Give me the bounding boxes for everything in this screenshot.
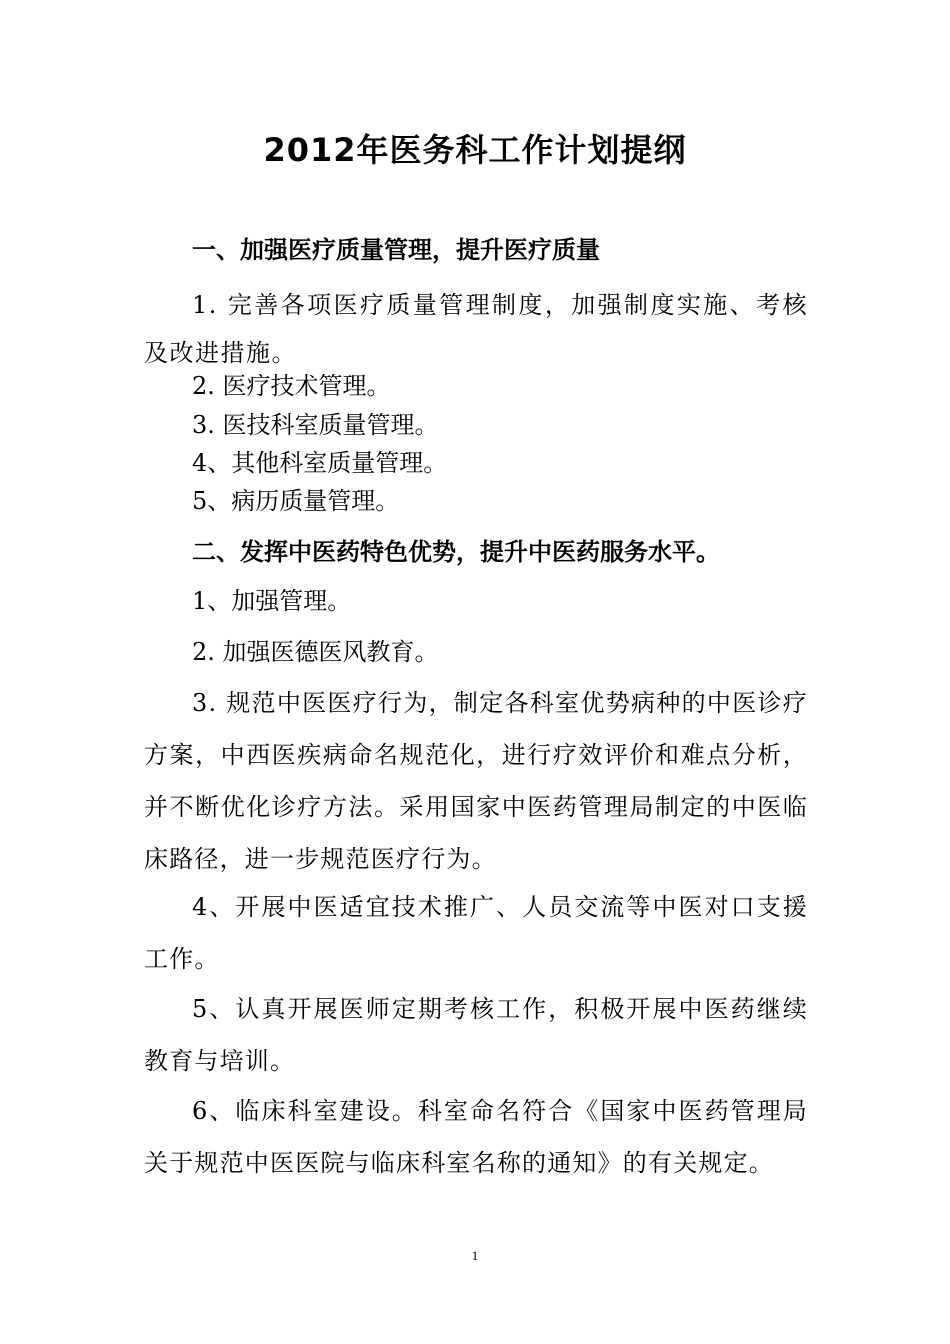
section-2-item-1: 1、加强管理。 — [192, 587, 352, 615]
section-2-heading: 二、发挥中医药特色优势，提升中医药服务水平。 — [192, 538, 720, 566]
section-1-item-3: 3. 医技科室质量管理。 — [192, 411, 439, 439]
section-1-heading: 一、加强医疗质量管理，提升医疗质量 — [192, 236, 600, 264]
document-title: 2012年医务科工作计划提纲 — [263, 131, 687, 169]
section-2-item-3: 3. 规范中医医疗行为，制定各科室优势病种的中医诊疗方案，中西医疾病命名规范化，进行疗效评价和难点分析，并不断优化诊疗方法。采用国家中医药管理局制定的中医临床路径，进一步规范医疗行为。 — [144, 689, 808, 873]
section-2-item-4: 4、开展中医适宜技术推广、人员交流等中医对口支援工作。 — [144, 893, 808, 973]
section-1-item-4: 4、其他科室质量管理。 — [192, 449, 448, 477]
section-1-item-2: 2. 医疗技术管理。 — [192, 372, 391, 400]
section-2-item-6: 6、临床科室建设。科室命名符合《国家中医药管理局关于规范中医医院与临床科室名称的通知》的有关规定。 — [144, 1097, 808, 1177]
section-2-item-2: 2. 加强医德医风教育。 — [192, 638, 439, 666]
section-1-item-1: 1. 完善各项医疗质量管理制度，加强制度实施、考核及改进措施。 — [144, 291, 808, 367]
page-number: 1 — [471, 1248, 479, 1263]
section-1-item-5: 5、病历质量管理。 — [192, 487, 400, 515]
section-2-item-5: 5、认真开展医师定期考核工作，积极开展中医药继续教育与培训。 — [144, 995, 808, 1075]
